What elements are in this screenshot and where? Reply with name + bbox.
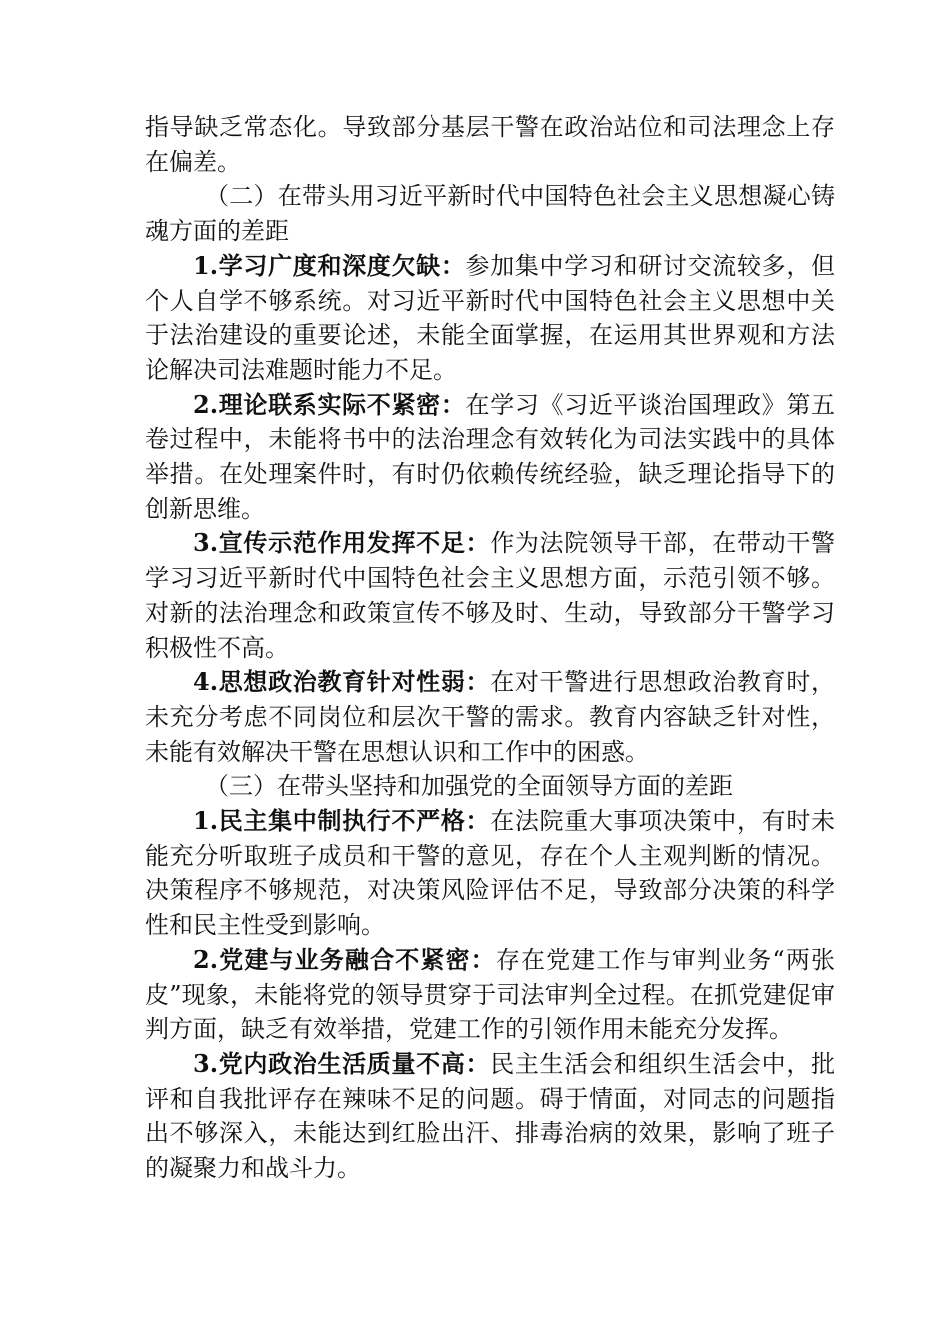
list-item [145, 665, 835, 769]
item-lead: 3.党内政治生活质量不高： [193, 1048, 491, 1078]
list-item [145, 249, 835, 388]
item-lead: 1.学习广度和深度欠缺： [193, 250, 466, 280]
item-lead: 2.党建与业务融合不紧密： [193, 944, 496, 974]
continuation-paragraph: 指导缺乏常态化。导致部分基层干警在政治站位和司法理念上存在偏差。 [145, 113, 835, 176]
item-lead: 4.思想政治教育针对性弱： [193, 667, 491, 697]
item-lead: 2.理论联系实际不紧密： [193, 389, 466, 419]
item-body: 在学习《习近平谈治国理政》第五卷过程中，未能将书中的法治理念有效转化为司法实践中的具体举措。在处理案件时，有时仍依赖传统经验，缺乏理论指导下的创新思维。 [145, 390, 835, 523]
item-lead: 1.民主集中制执行不严格： [193, 806, 491, 836]
list-item [145, 388, 835, 527]
item-body: 民主生活会和组织生活会中，批评和自我批评存在辣味不足的问题。碍于情面，对同志的问题指出不够深入，未能达到红脸出汗、排毒治病的效果，影响了班子的凝聚力和战斗力。 [145, 1049, 835, 1183]
section-heading-2: （二）在带头用习近平新时代中国特色社会主义思想凝心铸魂方面的差距 [145, 182, 835, 246]
item-body: 参加集中学习和研讨交流较多，但个人自学不够系统。对习近平新时代中国特色社会主义思想中关于法治建设的重要论述，未能全面掌握，在运用其世界观和方法论解决司法难题时能力不足。 [145, 251, 835, 384]
list-item [145, 526, 835, 665]
item-body: 作为法院领导干部，在带动干警学习习近平新时代中国特色社会主义思想方面，示范引领不够。对新的法治理念和政策宣传不够及时、生动，导致部分干警学习积极性不高。 [145, 529, 835, 662]
item-body: 存在党建工作与审判业务“两张皮”现象，未能将党的领导贯穿于司法审判全过程。在抓党建促审判方面，缺乏有效举措，党建工作的引领作用未能充分发挥。 [145, 945, 835, 1044]
item-body: 在对干警进行思想政治教育时，未充分考虑不同岗位和层次干警的需求。教育内容缺乏针对性，未能有效解决干警在思想认识和工作中的困惑。 [145, 668, 835, 766]
document-page [145, 110, 835, 1186]
item-body: 在法院重大事项决策中，有时未能充分听取班子成员和干警的意见，存在个人主观判断的情况。决策程序不够规范，对决策风险评估不足，导致部分决策的科学性和民主性受到影响。 [145, 807, 835, 940]
section-heading-3: （三）在带头坚持和加强党的全面领导方面的差距 [205, 772, 733, 801]
list-item [145, 804, 835, 943]
list-item [145, 943, 835, 1047]
item-lead: 3.宣传示范作用发挥不足： [193, 528, 491, 558]
list-item [145, 1047, 835, 1186]
